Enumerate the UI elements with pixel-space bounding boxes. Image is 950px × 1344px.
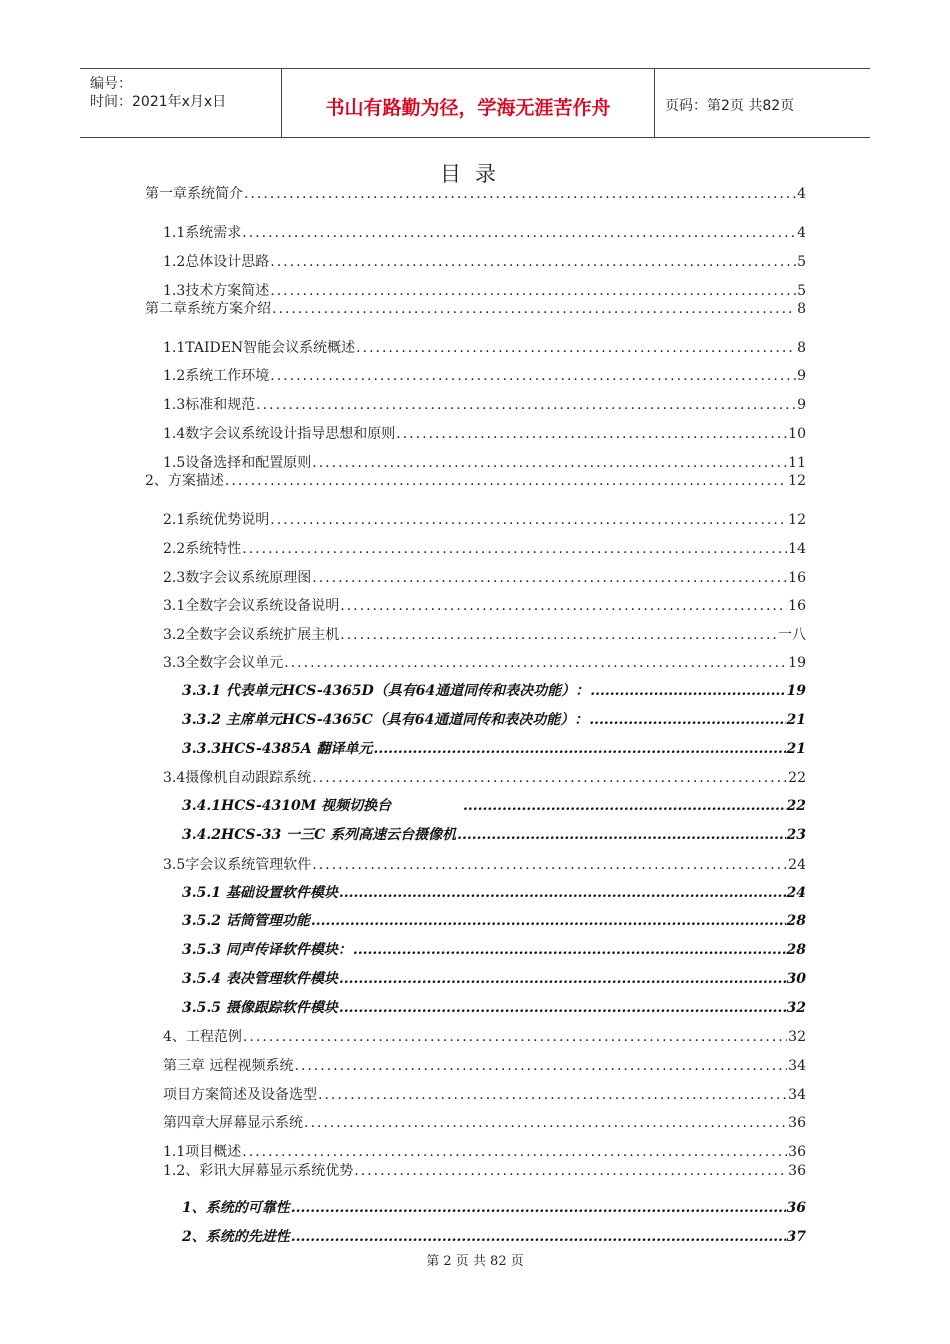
toc-entry-page: 28 (786, 942, 806, 958)
toc-leader (270, 254, 796, 270)
toc-entry[interactable] (163, 368, 806, 384)
toc-entry-page: 21 (786, 741, 806, 757)
toc-entry-page: 14 (788, 541, 806, 557)
toc-entry-page: 37 (786, 1229, 806, 1245)
toc-entry-page: 23 (786, 827, 806, 843)
toc-entry-text: 1.3技术方案简述 (163, 283, 270, 299)
toc-leader (242, 225, 796, 241)
toc-leader (291, 1200, 786, 1216)
toc-entry-page: 22 (788, 770, 806, 786)
header-page-info: 页码：第2页 共82页 (665, 98, 795, 114)
toc-leader (463, 798, 786, 814)
toc-leader (373, 741, 785, 757)
toc-entry[interactable] (163, 1163, 806, 1179)
toc-entry-page: 12 (788, 512, 806, 528)
toc-entry-text: 3.5.1 基础设置软件模块 (182, 885, 338, 901)
toc-leader (354, 1163, 787, 1179)
toc-entry-page: 24 (786, 885, 806, 901)
toc-entry[interactable] (182, 741, 806, 757)
header-table (80, 68, 870, 138)
toc-entry-page: 5 (797, 254, 806, 270)
toc-entry-text: 3.1全数字会议系统设备说明 (163, 598, 340, 614)
toc-entry[interactable] (163, 397, 806, 413)
toc-entry-page: 5 (797, 283, 806, 299)
toc-leader (291, 1229, 786, 1245)
toc-leader (339, 971, 786, 987)
toc-entry[interactable] (163, 455, 806, 471)
toc-entry[interactable] (182, 971, 806, 987)
toc-entry[interactable] (163, 770, 806, 786)
toc-leader (270, 512, 787, 528)
toc-title: 目录 (440, 162, 510, 186)
toc-entry-page: 16 (788, 570, 806, 586)
toc-leader (312, 570, 787, 586)
toc-leader (312, 857, 787, 873)
toc-leader (356, 340, 796, 356)
toc-leader (396, 426, 787, 442)
toc-leader (284, 655, 787, 671)
document-date-label: 时间：2021年x月x日 (90, 94, 227, 110)
toc-entry[interactable] (182, 1200, 806, 1216)
toc-entry-page: 16 (788, 598, 806, 614)
toc-entry-text: 3.5.2 话筒管理功能 (182, 913, 310, 929)
toc-entry-text: 3.2全数字会议系统扩展主机 (163, 627, 340, 643)
toc-entry-page: 34 (788, 1058, 806, 1074)
toc-entry[interactable] (182, 798, 806, 814)
toc-entry-page: 36 (786, 1200, 806, 1216)
toc-leader (589, 712, 785, 728)
toc-entry-text: 第一章系统简介 (145, 186, 243, 202)
toc-entry-page: 9 (797, 368, 806, 384)
toc-entry-page: 10 (788, 426, 806, 442)
toc-entry-text: 3.3.3HCS-4385A 翻译单元 (182, 741, 373, 757)
toc-entry-page: 32 (786, 1000, 806, 1016)
toc-leader (243, 1029, 787, 1045)
toc-entry-page: 36 (788, 1144, 806, 1160)
toc-entry-page: 34 (788, 1087, 806, 1103)
toc-entry-text: 2.1系统优势说明 (163, 512, 270, 528)
toc-leader (339, 1000, 786, 1016)
toc-entry[interactable] (163, 426, 806, 442)
toc-entry-page: 11 (788, 455, 806, 471)
toc-entry-text: 3.4摄像机自动跟踪系统 (163, 770, 312, 786)
toc-entry-page: 一八 (778, 627, 806, 643)
toc-leader (312, 455, 787, 471)
toc-entry-page: 4 (797, 186, 806, 202)
toc-entry-text: 1.1项目概述 (163, 1144, 242, 1160)
toc-entry-text: 1.2总体设计思路 (163, 254, 270, 270)
header-motto-cell (282, 69, 655, 137)
toc-entry-page: 21 (786, 712, 806, 728)
toc-leader (340, 598, 787, 614)
toc-entry-text: 1.3标准和规范 (163, 397, 256, 413)
toc-entry-page: 36 (788, 1163, 806, 1179)
toc-entry[interactable] (182, 712, 806, 728)
toc-entry[interactable] (182, 1000, 806, 1016)
toc-leader (311, 913, 786, 929)
toc-entry[interactable] (163, 598, 806, 614)
toc-entry-page: 24 (788, 857, 806, 873)
header-page-cell (655, 69, 870, 137)
toc-leader (340, 627, 777, 643)
toc-entry-text: 1.2系统工作环境 (163, 368, 270, 384)
toc-leader (590, 683, 785, 699)
toc-entry-text: 3.3.1 代表单元HCS-4365D（具有64通道同传和表决功能）： (182, 683, 590, 699)
toc-entry[interactable] (163, 1115, 806, 1131)
toc-entry-page: 4 (797, 225, 806, 241)
toc-entry-text: 3.5.5 摄像跟踪软件模块 (182, 1000, 338, 1016)
header-info-cell (80, 69, 282, 137)
toc-leader (225, 473, 787, 489)
toc-entry-text: 2、系统的先进性 (182, 1229, 290, 1245)
toc-leader (304, 1115, 787, 1131)
toc-leader (244, 186, 796, 202)
toc-entry-page: 28 (786, 913, 806, 929)
toc-entry[interactable] (163, 541, 806, 557)
document-number-label: 编号： (90, 76, 132, 92)
toc-entry-text: 1.1系统需求 (163, 225, 242, 241)
toc-entry-page: 12 (788, 473, 806, 489)
toc-entry[interactable] (163, 627, 806, 643)
toc-entry-text: 第三章 远程视频系统 (163, 1058, 294, 1074)
toc-entry[interactable] (163, 512, 806, 528)
toc-leader (270, 368, 796, 384)
toc-entry[interactable] (182, 683, 806, 699)
toc-entry-page: 22 (786, 798, 806, 814)
toc-entry-page: 19 (786, 683, 806, 699)
toc-entry-page: 8 (797, 340, 806, 356)
toc-leader (318, 1087, 787, 1103)
toc-leader (256, 397, 796, 413)
toc-entry[interactable] (163, 283, 806, 299)
toc-entry[interactable] (163, 1144, 806, 1160)
toc-entry-page: 9 (797, 397, 806, 413)
toc-entry-page: 8 (797, 301, 806, 317)
toc-entry[interactable] (145, 301, 806, 317)
toc-entry[interactable] (163, 1087, 806, 1103)
toc-leader (353, 942, 786, 958)
toc-entry[interactable] (163, 570, 806, 586)
header-motto: 书山有路勤为径，学海无涯苦作舟 (325, 97, 611, 119)
toc-entry[interactable] (182, 827, 806, 843)
toc-entry-text: 2.2系统特性 (163, 541, 242, 557)
toc-entry[interactable] (182, 913, 806, 929)
toc-leader (294, 1058, 787, 1074)
toc-leader (339, 885, 786, 901)
page-footer: 第 2 页 共 82 页 (426, 1254, 524, 1269)
toc-entry-text: 3.3全数字会议单元 (163, 655, 284, 671)
toc-entry-text: 3.4.2HCS-33 一三C 系列高速云台摄像机 (182, 827, 457, 843)
toc-entry[interactable] (163, 655, 806, 671)
toc-entry-text: 第二章系统方案介绍 (145, 301, 271, 317)
toc-entry-text: 3.5.3 同声传译软件模块： (182, 942, 352, 958)
toc-entry-page: 32 (788, 1029, 806, 1045)
toc-entry-text: 1.5设备选择和配置原则 (163, 455, 312, 471)
toc-entry-text: 3.5字会议系统管理软件 (163, 857, 312, 873)
toc-entry[interactable] (182, 942, 806, 958)
toc-entry-text: 第四章大屏幕显示系统 (163, 1115, 303, 1131)
toc-entry[interactable] (163, 1029, 806, 1045)
toc-entry-text: 4、工程范例 (163, 1029, 242, 1045)
toc-entry[interactable] (145, 473, 806, 489)
toc-entry[interactable] (163, 857, 806, 873)
toc-entry-text: 项目方案简述及设备选型 (163, 1087, 317, 1103)
toc-entry[interactable] (163, 340, 806, 356)
toc-leader (272, 301, 796, 317)
toc-entry[interactable] (163, 254, 806, 270)
toc-leader (457, 827, 785, 843)
toc-entry-text: 1.2、彩讯大屏幕显示系统优势 (163, 1163, 354, 1179)
toc-entry-page: 36 (788, 1115, 806, 1131)
toc-entry-page: 19 (788, 655, 806, 671)
toc-entry[interactable] (145, 186, 806, 202)
toc-entry-text: 1、系统的可靠性 (182, 1200, 290, 1216)
toc-entry-text: 1.4数字会议系统设计指导思想和原则 (163, 426, 396, 442)
toc-leader (312, 770, 787, 786)
toc-leader (242, 541, 787, 557)
toc-entry-text: 3.3.2 主席单元HCS-4365C（具有64通道同传和表决功能）： (182, 712, 589, 728)
toc-entry-text: 3.5.4 表决管理软件模块 (182, 971, 338, 987)
toc-entry-page: 30 (786, 971, 806, 987)
toc-entry-text: 3.4.1HCS-4310M 视频切换台 (182, 798, 392, 814)
toc-entry-text: 2、方案描述 (145, 473, 224, 489)
toc-entry-text: 1.1TAIDEN智能会议系统概述 (163, 340, 356, 356)
toc-entry-text: 2.3数字会议系统原理图 (163, 570, 312, 586)
toc-entry[interactable] (182, 885, 806, 901)
toc-leader (270, 283, 796, 299)
toc-entry[interactable] (163, 1058, 806, 1074)
toc-leader (242, 1144, 787, 1160)
toc-entry[interactable] (163, 225, 806, 241)
toc-entry[interactable] (182, 1229, 806, 1245)
